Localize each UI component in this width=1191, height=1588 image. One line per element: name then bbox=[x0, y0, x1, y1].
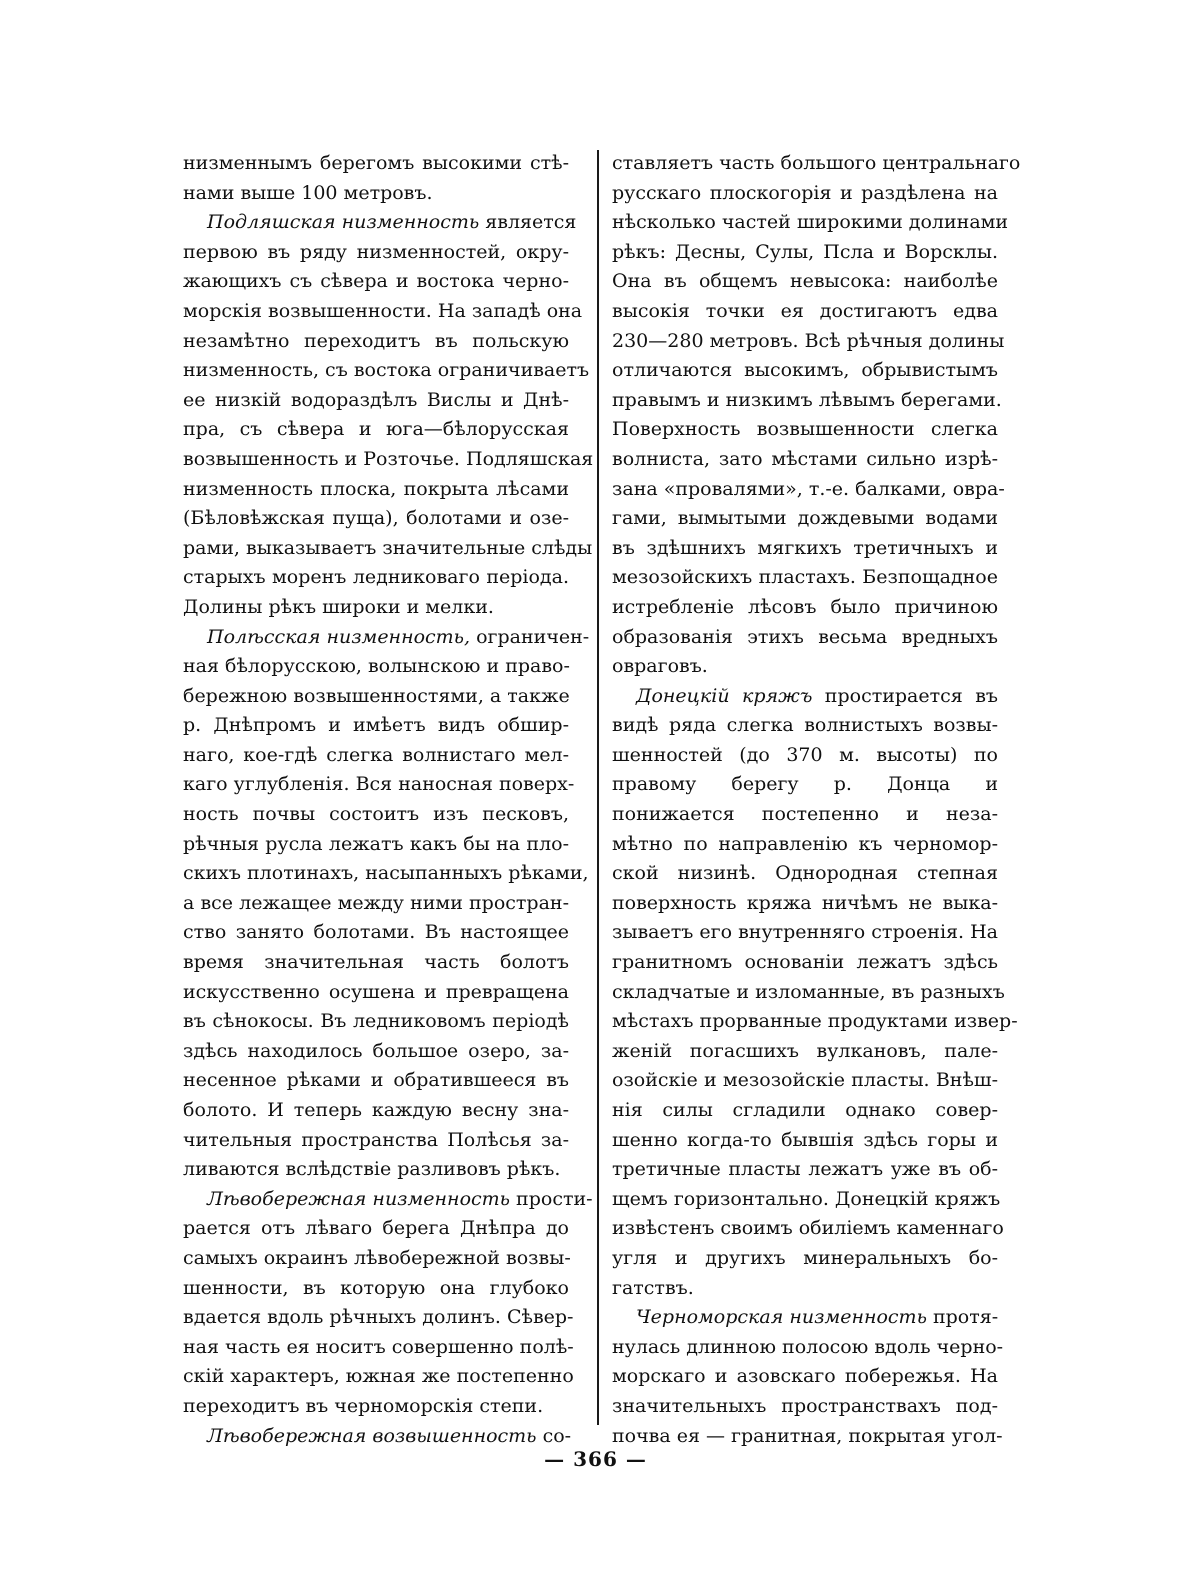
text-line bbox=[612, 415, 998, 445]
text-line bbox=[612, 682, 998, 712]
line-text: ность почвы состоитъ изъ песковъ, bbox=[183, 803, 569, 826]
line-text: 230—280 метровъ. Всѣ рѣчныя долины bbox=[612, 329, 1005, 352]
column-divider bbox=[597, 150, 599, 1425]
section-heading: Подляшская низменность bbox=[207, 211, 480, 234]
line-text: наго, кое-гдѣ слегка волнистаго мел- bbox=[183, 743, 569, 766]
text-line bbox=[183, 297, 583, 327]
line-text: высокія точки ея достигаютъ едва bbox=[612, 299, 998, 322]
line-text: гатствъ. bbox=[612, 1276, 694, 1299]
text-line bbox=[612, 1214, 1004, 1244]
section-heading: Черноморская низменность bbox=[636, 1306, 927, 1329]
section-heading: Лѣвобережная возвышенность bbox=[207, 1424, 537, 1447]
line-text: ная бѣлорусскою, волынскою и право- bbox=[183, 655, 570, 678]
text-line bbox=[612, 830, 998, 860]
line-text: зана «провалями», т.-е. балками, овра- bbox=[612, 477, 1005, 500]
text-line bbox=[183, 830, 569, 860]
text-line bbox=[183, 1096, 569, 1126]
line-text: первою въ ряду низменностей, окру- bbox=[183, 240, 569, 263]
line-text: время значительная часть болотъ bbox=[183, 951, 569, 974]
text-line bbox=[183, 1007, 569, 1037]
line-text: поверхность кряжа ничѣмъ не выка- bbox=[612, 891, 998, 914]
line-text: отличаются высокимъ, обрывистымъ bbox=[612, 359, 998, 382]
text-line bbox=[612, 475, 1005, 505]
line-text: низменность плоска, покрыта лѣсами bbox=[183, 477, 569, 500]
line-text: озойскіе и мезозойскіе пласты. Внѣш- bbox=[612, 1069, 998, 1092]
text-line bbox=[183, 859, 589, 889]
text-line bbox=[183, 948, 569, 978]
text-line bbox=[612, 593, 998, 623]
line-text: старыхъ моренъ ледниковаго періода. bbox=[183, 566, 569, 589]
text-line bbox=[183, 652, 569, 682]
text-line bbox=[612, 1155, 998, 1185]
line-text: нѣсколько частей широкими долинами bbox=[612, 211, 1009, 234]
line-text: пра, съ сѣвера и юга—бѣлорусская bbox=[183, 418, 569, 441]
line-text: шенно когда-то бывшія здѣсь горы и bbox=[612, 1128, 998, 1151]
text-line bbox=[183, 445, 594, 475]
text-line bbox=[612, 918, 998, 948]
line-text: истребленіе лѣсовъ было причиною bbox=[612, 595, 998, 618]
text-line bbox=[612, 327, 1005, 357]
line-text: правому берегу р. Донца и bbox=[612, 773, 998, 796]
line-text: волниста, зато мѣстами сильно изрѣ- bbox=[612, 447, 998, 470]
text-line bbox=[612, 238, 998, 268]
text-line bbox=[183, 1333, 574, 1363]
line-text: (Бѣловѣжская пуща), болотами и озе- bbox=[183, 507, 569, 530]
line-text: нулась длинною полосою вдоль черно- bbox=[612, 1335, 1004, 1358]
line-text: а все лежащее между ними простран- bbox=[183, 891, 569, 914]
line-text: складчатые и изломанные, въ разныхъ bbox=[612, 980, 1005, 1003]
page-number: — 366 — bbox=[544, 1447, 647, 1471]
line-text: жающихъ съ сѣвера и востока черно- bbox=[183, 270, 569, 293]
text-line bbox=[612, 1096, 998, 1126]
line-text: вдается вдоль рѣчныхъ долинъ. Сѣвер- bbox=[183, 1306, 574, 1329]
line-text: низменнымъ берегомъ высокими стѣ- bbox=[183, 152, 569, 174]
section-heading: Полѣсская низменность, bbox=[207, 625, 471, 648]
line-text: русскаго плоскогорія и раздѣлена на bbox=[612, 181, 998, 204]
text-line bbox=[612, 267, 998, 297]
line-text: простирается въ bbox=[812, 684, 998, 707]
text-line bbox=[183, 1362, 574, 1392]
text-line bbox=[183, 800, 569, 830]
text-line bbox=[183, 1274, 569, 1304]
section-heading: Лѣвобережная низменность bbox=[207, 1187, 511, 1210]
line-text: щемъ горизонтально. Донецкій кряжъ bbox=[612, 1187, 1001, 1210]
text-line bbox=[612, 504, 998, 534]
line-text: нія силы сгладили однако совер- bbox=[612, 1099, 998, 1121]
text-line bbox=[183, 563, 569, 593]
text-line bbox=[183, 267, 569, 297]
left-column bbox=[183, 149, 594, 1451]
text-line bbox=[183, 623, 590, 653]
text-line bbox=[612, 534, 998, 564]
text-line bbox=[612, 386, 1002, 416]
text-line bbox=[183, 1392, 569, 1422]
text-line bbox=[183, 356, 590, 386]
line-text: протя- bbox=[926, 1306, 999, 1329]
line-text: почва ея — гранитная, покрытая угол- bbox=[612, 1424, 1003, 1447]
line-text: извѣстенъ своимъ обиліемъ каменнаго bbox=[612, 1217, 1004, 1240]
text-line bbox=[183, 208, 577, 238]
text-line bbox=[183, 593, 569, 623]
line-text: незамѣтно переходитъ въ польскую bbox=[183, 329, 569, 352]
text-line bbox=[183, 1066, 569, 1096]
text-line bbox=[612, 149, 1021, 179]
text-line bbox=[612, 1066, 998, 1096]
line-text: зываетъ его внутренняго строенія. На bbox=[612, 921, 998, 944]
text-line bbox=[183, 415, 569, 445]
line-text: овраговъ. bbox=[612, 655, 708, 678]
text-line bbox=[612, 711, 998, 741]
line-text: является bbox=[479, 211, 577, 234]
line-text: въ здѣшнихъ мягкихъ третичныхъ и bbox=[612, 536, 998, 559]
line-text: рѣчныя русла лежатъ какъ бы на пло- bbox=[183, 832, 569, 855]
line-text: третичные пласты лежатъ уже въ об- bbox=[612, 1158, 998, 1181]
text-line bbox=[183, 889, 569, 919]
text-line bbox=[183, 149, 569, 179]
text-line bbox=[183, 711, 569, 741]
line-text: несенное рѣками и обратившееся въ bbox=[183, 1069, 569, 1092]
line-text: гами, вымытыми дождевыми водами bbox=[612, 507, 998, 530]
text-line bbox=[612, 1392, 998, 1422]
line-text: рается отъ лѣваго берега Днѣпра до bbox=[183, 1217, 569, 1240]
text-line bbox=[612, 208, 1009, 238]
line-text: возвышенность и Розточье. Подляшская bbox=[183, 447, 594, 470]
text-line bbox=[612, 1185, 1001, 1215]
text-line bbox=[612, 623, 998, 653]
text-line bbox=[183, 327, 569, 357]
text-line bbox=[183, 1214, 569, 1244]
text-line bbox=[183, 978, 569, 1008]
line-text: болото. И теперь каждую весну зна- bbox=[183, 1099, 569, 1121]
line-text: искусственно осушена и превращена bbox=[183, 980, 569, 1003]
line-text: понижается постепенно и неза- bbox=[612, 803, 998, 826]
text-line bbox=[612, 800, 998, 830]
line-text: рѣкъ: Десны, Сулы, Псла и Ворсклы. bbox=[612, 240, 998, 263]
text-line bbox=[612, 1126, 998, 1156]
line-text: здѣсь находилось большое озеро, за- bbox=[183, 1039, 569, 1062]
text-line bbox=[612, 1244, 998, 1274]
line-text: ливаются вслѣдствіе разливовъ рѣкъ. bbox=[183, 1158, 561, 1181]
line-text: Она въ общемъ невысока: наиболѣе bbox=[612, 270, 998, 293]
text-line bbox=[183, 918, 569, 948]
text-line bbox=[183, 1126, 569, 1156]
text-line bbox=[183, 1155, 569, 1185]
text-line bbox=[612, 1274, 998, 1304]
text-line bbox=[612, 179, 998, 209]
line-text: р. Днѣпромъ и имѣетъ видъ обшир- bbox=[183, 714, 569, 737]
line-text: скій характеръ, южная же постепенно bbox=[183, 1365, 574, 1388]
line-text: переходитъ въ черноморскія степи. bbox=[183, 1394, 544, 1417]
line-text: нами выше 100 метровъ. bbox=[183, 181, 433, 204]
line-text: чительныя пространства Полѣсья за- bbox=[183, 1128, 569, 1151]
line-text: шенностей (до 370 м. высоты) по bbox=[612, 743, 998, 766]
text-line bbox=[612, 1007, 1018, 1037]
line-text: значительныхъ пространствахъ под- bbox=[612, 1394, 998, 1417]
text-line bbox=[183, 475, 569, 505]
text-line bbox=[183, 238, 569, 268]
text-line bbox=[612, 948, 998, 978]
line-text: морскаго и азовскаго побережья. На bbox=[612, 1365, 998, 1388]
text-line bbox=[612, 859, 998, 889]
line-text: бережною возвышенностями, а также bbox=[183, 684, 570, 707]
line-text: прости- bbox=[510, 1187, 593, 1210]
line-text: ее низкій водораздѣлъ Вислы и Днѣ- bbox=[183, 388, 569, 411]
text-line bbox=[183, 534, 593, 564]
line-text: Поверхность возвышенности слегка bbox=[612, 418, 998, 441]
line-text: со- bbox=[536, 1424, 572, 1447]
text-line bbox=[183, 1244, 569, 1274]
line-text: образованія этихъ весьма вредныхъ bbox=[612, 625, 998, 648]
line-text: скихъ плотинахъ, насыпанныхъ рѣками, bbox=[183, 862, 589, 885]
text-line bbox=[183, 179, 569, 209]
text-line bbox=[183, 504, 569, 534]
text-line bbox=[183, 741, 569, 771]
text-line bbox=[612, 1333, 1004, 1363]
line-text: гранитномъ основаніи лежатъ здѣсь bbox=[612, 951, 998, 974]
line-text: ской низинѣ. Однородная степная bbox=[612, 862, 998, 885]
line-text: ограничен- bbox=[470, 625, 590, 648]
line-text: самыхъ окраинъ лѣвобережной возвы- bbox=[183, 1246, 571, 1269]
text-line bbox=[183, 682, 569, 712]
text-line bbox=[612, 770, 998, 800]
line-text: мѣстахъ прорванные продуктами извер- bbox=[612, 1010, 1018, 1033]
line-text: угля и другихъ минеральныхъ бо- bbox=[612, 1246, 998, 1269]
text-line bbox=[612, 652, 998, 682]
text-line bbox=[183, 1037, 569, 1067]
text-line bbox=[183, 1303, 574, 1333]
right-column bbox=[612, 149, 1021, 1451]
line-text: Долины рѣкъ широки и мелки. bbox=[183, 595, 494, 618]
line-text: низменность, съ востока ограничиваетъ bbox=[183, 359, 590, 382]
line-text: мѣтно по направленію къ черномор- bbox=[612, 832, 998, 855]
line-text: въ сѣнокосы. Въ ледниковомъ періодѣ bbox=[183, 1010, 569, 1033]
text-line bbox=[612, 1362, 998, 1392]
line-text: мезозойскихъ пластахъ. Безпощадное bbox=[612, 566, 998, 589]
line-text: видѣ ряда слегка волнистыхъ возвы- bbox=[612, 714, 998, 737]
line-text: женій погасшихъ вулкановъ, пале- bbox=[612, 1039, 998, 1062]
line-text: ставляетъ часть большого центральнаго bbox=[612, 152, 1021, 174]
line-text: каго углубленія. Вся наносная поверх- bbox=[183, 773, 575, 796]
line-text: морскія возвышенности. На западѣ она bbox=[183, 299, 583, 322]
section-heading: Донецкій кряжъ bbox=[636, 684, 813, 707]
text-line bbox=[612, 445, 998, 475]
line-text: шенности, въ которую она глубоко bbox=[183, 1276, 569, 1299]
text-line bbox=[612, 356, 998, 386]
text-line bbox=[612, 741, 998, 771]
line-text: ство занято болотами. Въ настоящее bbox=[183, 921, 569, 944]
text-line bbox=[612, 978, 1005, 1008]
text-line bbox=[612, 889, 998, 919]
text-line bbox=[612, 1037, 998, 1067]
line-text: ная часть ея носитъ совершенно полѣ- bbox=[183, 1335, 574, 1358]
text-line bbox=[612, 563, 998, 593]
text-line bbox=[612, 297, 998, 327]
text-line bbox=[183, 386, 569, 416]
text-line bbox=[612, 1303, 998, 1333]
line-text: правымъ и низкимъ лѣвымъ берегами. bbox=[612, 388, 1002, 411]
text-line bbox=[183, 770, 575, 800]
line-text: рами, выказываетъ значительные слѣды bbox=[183, 536, 593, 559]
text-line bbox=[183, 1185, 593, 1215]
